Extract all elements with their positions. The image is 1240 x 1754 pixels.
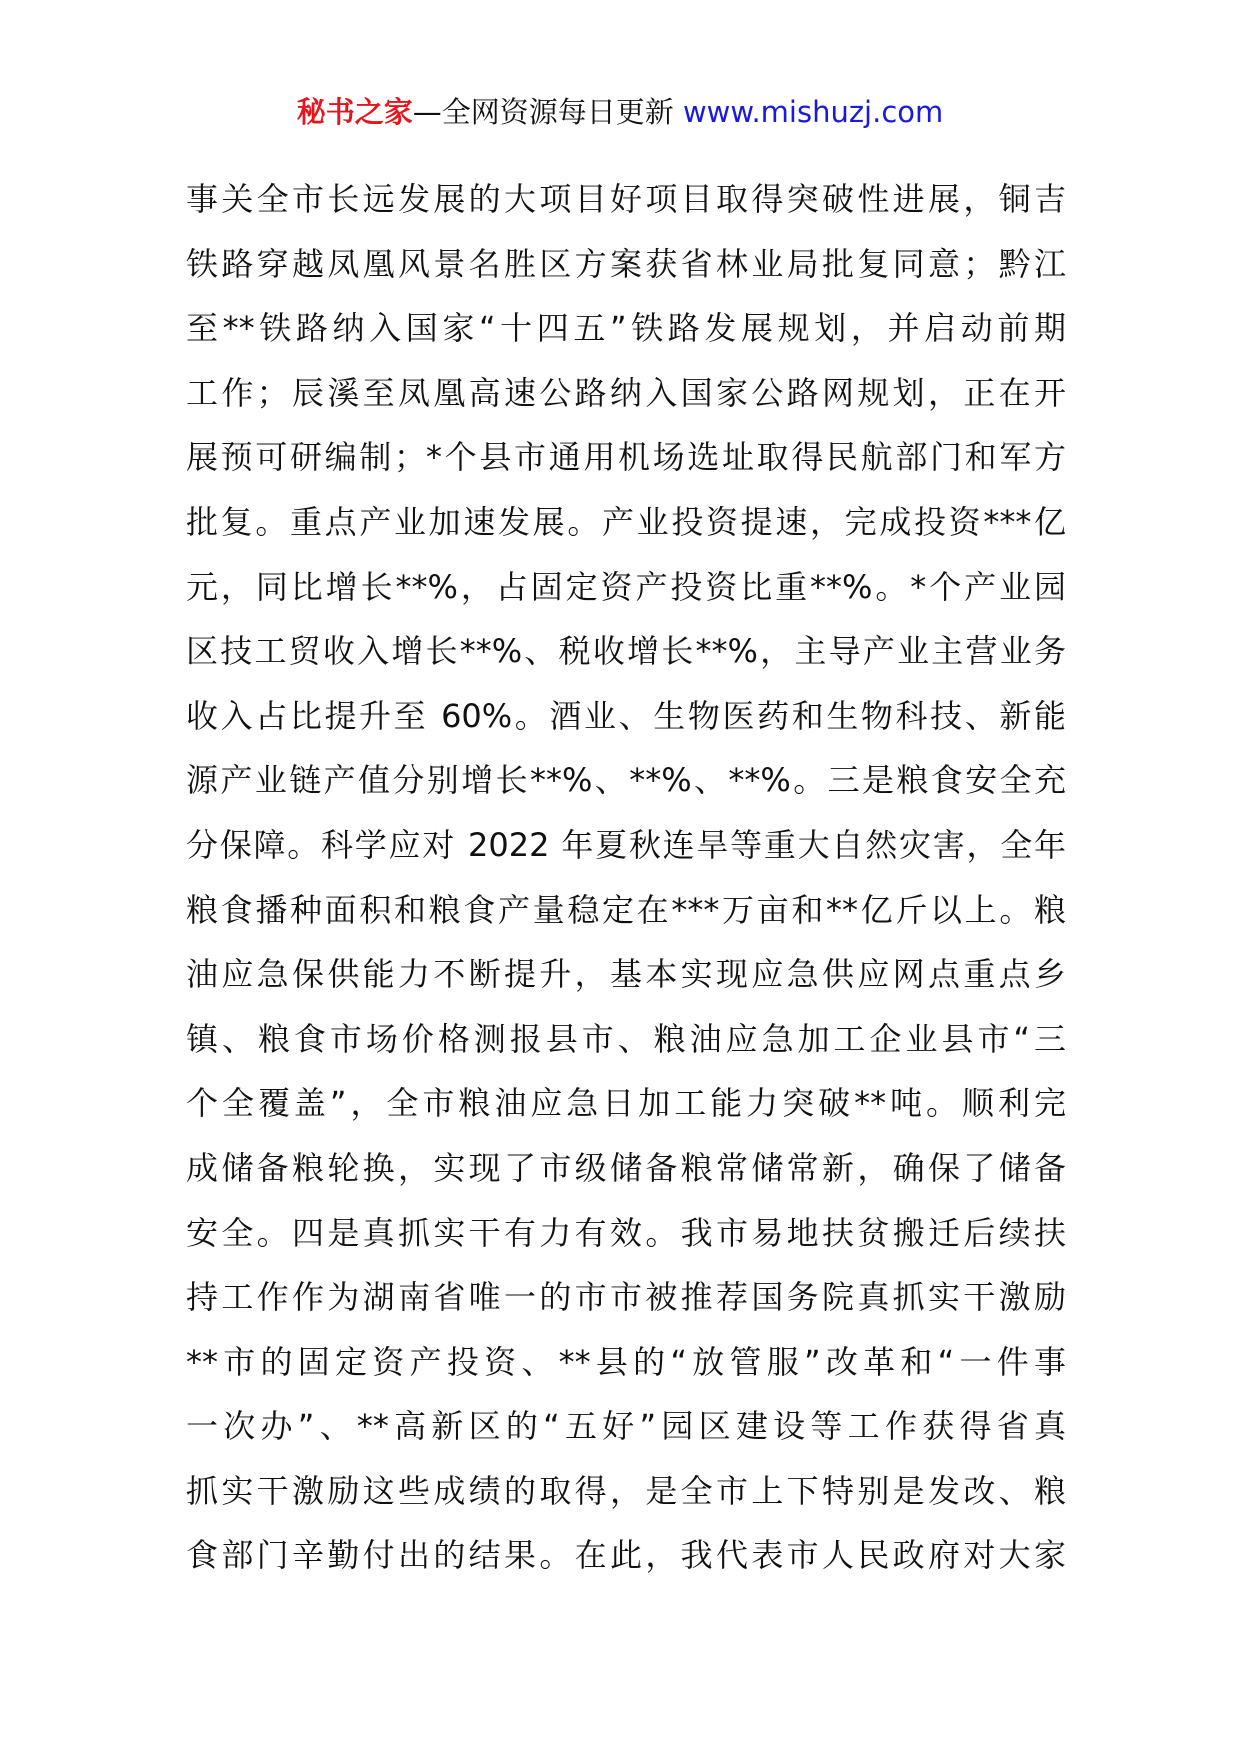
site-header [0, 92, 1240, 132]
text-line: 元，同比增长**%，占固定资产投资比重**%。*个产业园 [186, 567, 1066, 606]
text-line: 区技工贸收入增长**%、税收增长**%，主导产业主营业务 [186, 632, 1066, 671]
text-line: 源产业链产值分别增长**%、**%、**%。三是粮食安全充 [186, 761, 1066, 800]
text-line: 成储备粮轮换，实现了市级储备粮常储常新，确保了储备 [186, 1148, 1066, 1187]
text-line: 至**铁路纳入国家“十四五”铁路发展规划，并启动前期 [186, 309, 1066, 348]
text-line: 批复。重点产业加速发展。产业投资提速，完成投资***亿 [186, 502, 1066, 541]
text-line: 个全覆盖”，全市粮油应急日加工能力突破**吨。顺利完 [186, 1084, 1066, 1123]
text-line: 事关全市长远发展的大项目好项目取得突破性进展，铜吉 [186, 180, 1066, 218]
text-line: 一次办”、**高新区的“五好”园区建设等工作获得省真 [186, 1407, 1066, 1446]
text-line: 收入占比提升至 60%。酒业、生物医药和生物科技、新能 [186, 696, 1066, 735]
text-line: 粮食播种面积和粮食产量稳定在***万亩和**亿斤以上。粮 [186, 890, 1066, 929]
text-line: 工作；辰溪至凤凰高速公路纳入国家公路网规划，正在开 [186, 373, 1066, 412]
text-line: 抓实干激励这些成绩的取得，是全市上下特别是发改、粮 [186, 1471, 1066, 1510]
text-line: 安全。四是真抓实干有力有效。我市易地扶贫搬迁后续扶 [186, 1213, 1066, 1252]
text-line: 油应急保供能力不断提升，基本实现应急供应网点重点乡 [186, 955, 1066, 994]
site-url-link[interactable]: www.mishuzj.com [682, 95, 944, 129]
text-line: 分保障。科学应对 2022 年夏秋连旱等重大自然灾害，全年 [186, 825, 1066, 864]
text-line: 食部门辛勤付出的结果。在此，我代表市人民政府对大家 [186, 1536, 1066, 1575]
text-line: 铁路穿越凤凰风景名胜区方案获省林业局批复同意；黔江 [186, 244, 1066, 283]
text-line: 展预可研编制；*个县市通用机场选址取得民航部门和军方 [186, 438, 1066, 477]
document-body [186, 167, 1066, 1588]
brand-name: 秘书之家 [296, 95, 413, 129]
site-tagline: —全网资源每日更新 [412, 95, 674, 129]
text-line: **市的固定资产投资、**县的“放管服”改革和“一件事 [186, 1342, 1066, 1381]
text-line: 镇、粮食市场价格测报县市、粮油应急加工企业县市“三 [186, 1019, 1066, 1058]
text-line: 持工作作为湖南省唯一的市市被推荐国务院真抓实干激励 [186, 1278, 1066, 1317]
